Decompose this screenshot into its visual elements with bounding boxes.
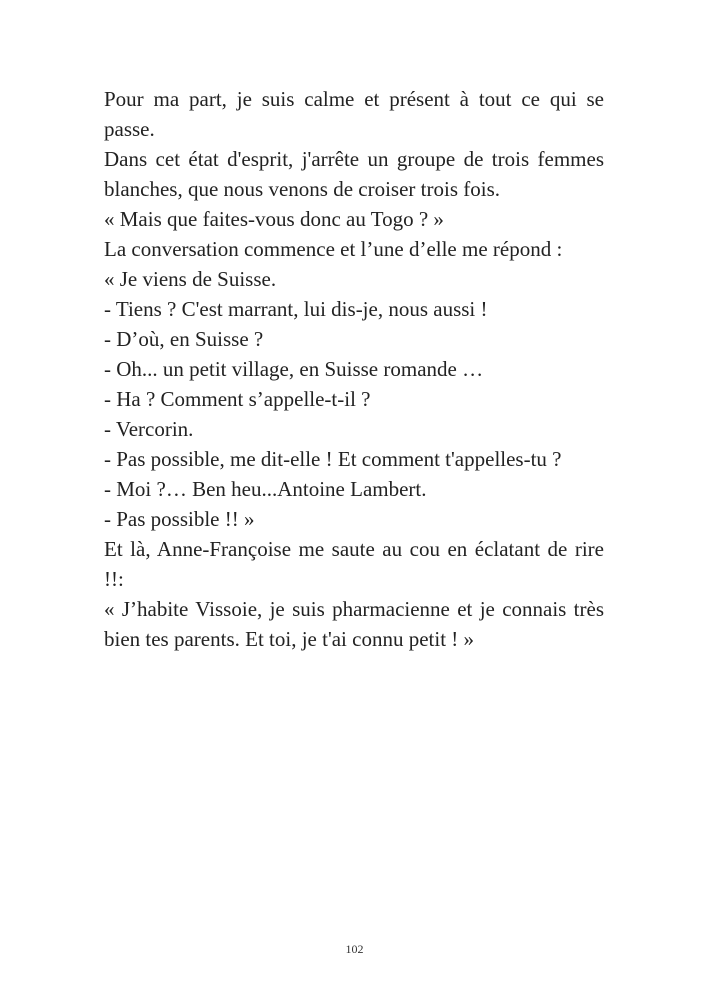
paragraph-11: - Pas possible, me dit-elle ! Et comment t'appelles-tu ? xyxy=(104,447,562,471)
paragraph-9: - Ha ? Comment s’appelle-t-il ? xyxy=(104,387,371,411)
paragraph-4: La conversation commence et l’une d’elle me répond : xyxy=(104,237,563,261)
paragraph-13: - Pas possible !! » xyxy=(104,507,255,531)
paragraph-3: « Mais que faites-vous donc au Togo ? » xyxy=(104,207,444,231)
paragraph-7: - D’où, en Suisse ? xyxy=(104,327,264,351)
paragraph-8: - Oh... un petit village, en Suisse romande … xyxy=(104,357,484,381)
paragraph-12: - Moi ?… Ben heu...Antoine Lambert. xyxy=(104,477,427,501)
page-number: 102 xyxy=(345,942,364,956)
paragraph-2: Dans cet état d'esprit, j'arrête un groupe de trois femmes blanches, que nous venons de croiser trois fois. xyxy=(104,147,604,201)
paragraph-6: - Tiens ? C'est marrant, lui dis-je, nous aussi ! xyxy=(104,297,488,321)
paragraph-5: « Je viens de Suisse. xyxy=(104,267,277,291)
paragraph-15: « J’habite Vissoie, je suis pharmacienne et je connais très bien tes parents. Et toi, je t'ai connu petit ! » xyxy=(104,597,604,651)
paragraph-1: Pour ma part, je suis calme et présent à tout ce qui se passe. xyxy=(104,87,604,141)
paragraph-10: - Vercorin. xyxy=(104,417,194,441)
paragraph-14: Et là, Anne-Françoise me saute au cou en éclatant de rire !!: xyxy=(104,537,604,591)
body-text xyxy=(104,84,604,654)
